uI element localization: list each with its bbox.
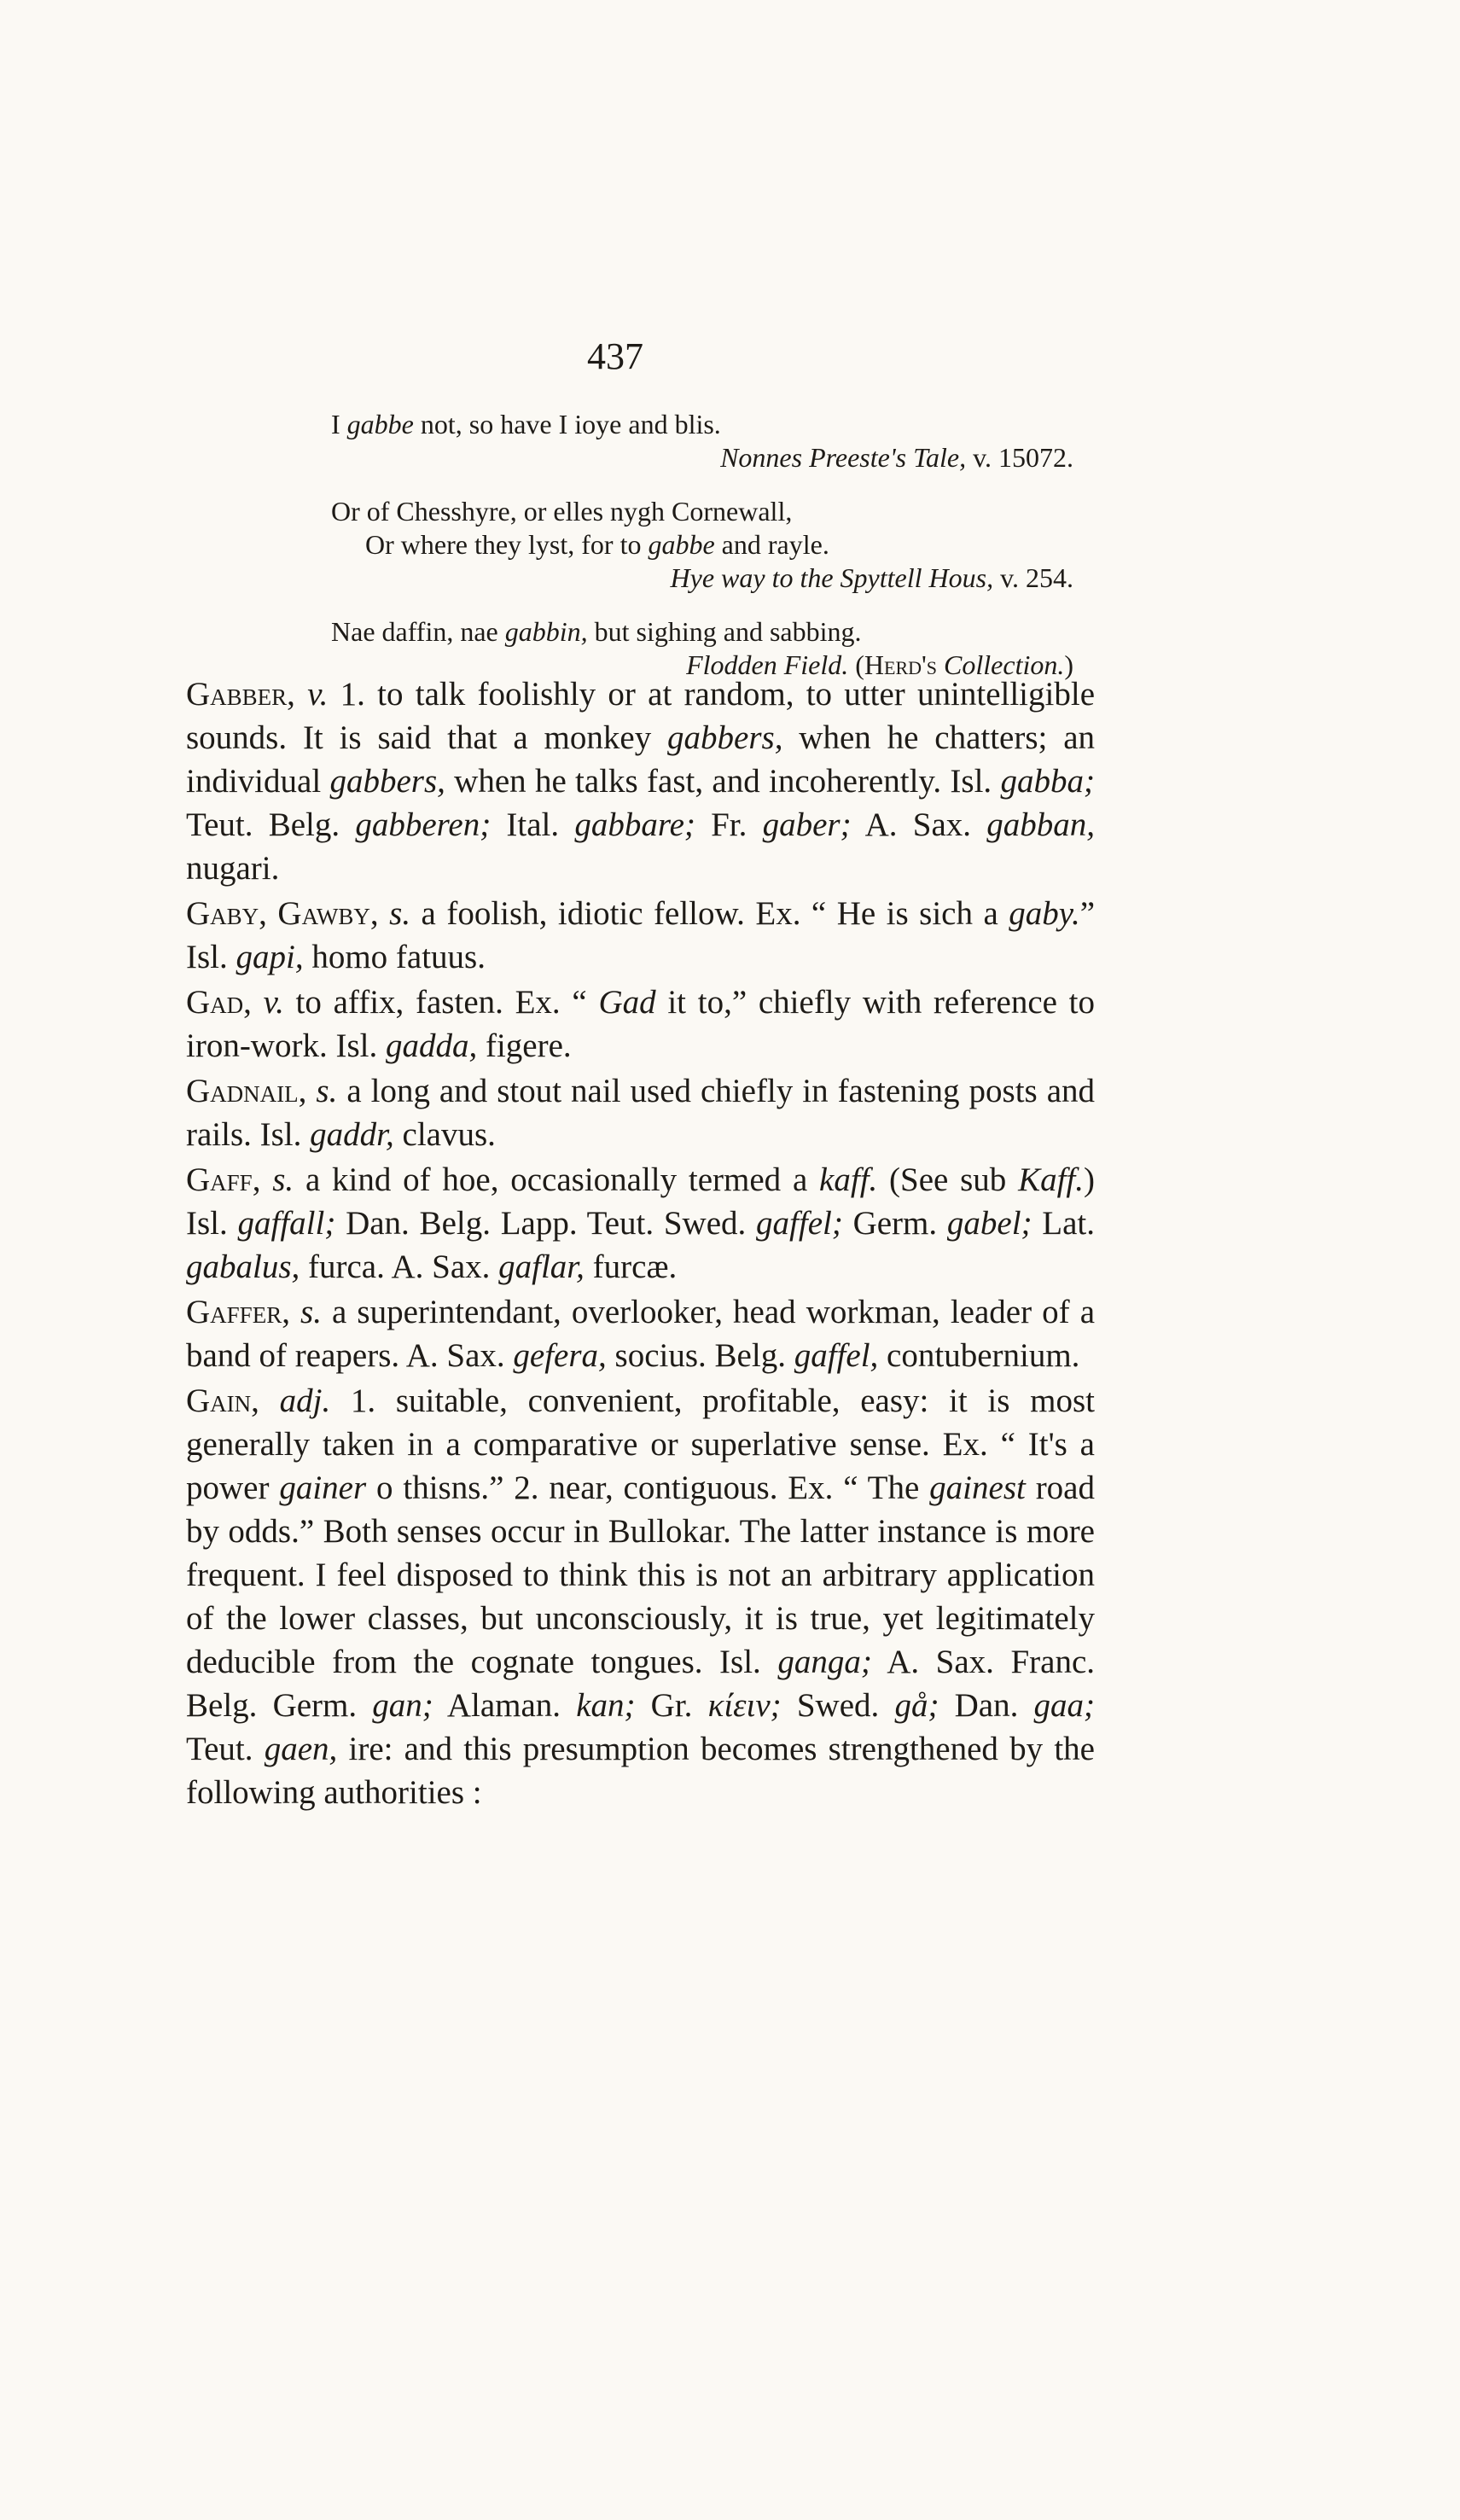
dictionary-entry [186, 1069, 1095, 1156]
entry-text: gaffel, [794, 1337, 879, 1374]
entry-text: gabel; [946, 1205, 1032, 1242]
entry-text: a kind of hoe, occasionally termed a [294, 1161, 820, 1198]
entry-text: gaen, [264, 1731, 338, 1767]
entry-text: figere. [477, 1027, 572, 1064]
entry-text: s. [389, 895, 411, 932]
quotation-citation [331, 562, 1073, 595]
entry-text: gabberen; [355, 806, 492, 843]
dictionary-entries [186, 672, 1095, 1816]
entry-text: gaa; [1033, 1687, 1095, 1724]
entry-text: to affix, fasten. Ex. “ [283, 984, 599, 1021]
entry-text: kan; [576, 1687, 636, 1724]
entry-text: (See sub [877, 1161, 1019, 1198]
entry-text: Gad [598, 984, 656, 1021]
citation-text: Hye way to the Spyttell Hous, [670, 562, 994, 593]
quotation-text: gabbe [648, 529, 715, 560]
entry-headword: Gaby, Gawby, [186, 895, 379, 932]
entry-text: gabba; [1000, 763, 1095, 800]
entry-text: Dan. Belg. Lapp. Teut. Swed. [335, 1205, 757, 1242]
quotation-text: and rayle. [714, 529, 829, 560]
entry-headword: Gad, [186, 984, 252, 1021]
entry-text [290, 1294, 300, 1330]
dictionary-entry [186, 672, 1095, 890]
entry-text: κίειν; [707, 1687, 782, 1724]
page-number: 437 [587, 335, 643, 377]
entry-text [259, 1382, 280, 1419]
entry-text: furca. A. Sax. [300, 1248, 499, 1285]
quotation-text: gabbin, [504, 616, 588, 647]
citation-text: v. 15072. [966, 442, 1073, 473]
entry-text [260, 1161, 272, 1198]
entry-text: gaflar, [498, 1248, 585, 1285]
quotation-text: Or of Chesshyre, or elles nygh Cornewall, [331, 496, 793, 527]
entry-text: ) Isl. [186, 1161, 1096, 1242]
entry-text: ire: and this presumption becomes strengthened by the following authorities : [186, 1731, 1095, 1811]
entry-headword: Gadnail, [186, 1073, 307, 1109]
entry-text: road by odds.” Both senses occur in Bullokar. The latter instance is more frequent. I feel disposed to think this is not an arbitrary application of the lower classes, but unconsciously, it is true, yet legitimately deducible from the cognate tongues. Isl. [186, 1470, 1095, 1680]
quotation-text: not, so have I ioye and blis. [413, 409, 721, 439]
entry-text: it to,” chiefly with reference to iron-work. Isl. [186, 984, 1096, 1064]
quotation-line [331, 495, 1073, 528]
citation-text: v. 254. [993, 562, 1073, 593]
entry-text: ganga; [777, 1644, 872, 1680]
entry-text: when he talks fast, and incoherently. Isl. [445, 763, 1001, 800]
entry-text: Swed. [781, 1687, 895, 1724]
entry-text: gabban, [986, 806, 1095, 843]
entry-text: Dan. [939, 1687, 1034, 1724]
entry-text: gaffall; [237, 1205, 336, 1242]
entry-text: gainest [929, 1470, 1026, 1506]
entry-text: a foolish, idiotic fellow. Ex. “ He is sich a [410, 895, 1009, 932]
entry-text: contubernium. [878, 1337, 1080, 1374]
entry-text: A. Sax. [851, 806, 987, 843]
entry-text: when he chatters; an individual [186, 719, 1095, 800]
entry-text: s. [316, 1073, 338, 1109]
citation-text: Nonnes Preeste's Tale, [720, 442, 967, 473]
entry-text: nugari. [186, 850, 280, 887]
entry-headword: Gaffer, [186, 1294, 290, 1330]
entry-text: o thisns.” 2. near, contiguous. Ex. “ The [366, 1470, 930, 1506]
entry-text: gabalus, [186, 1248, 300, 1285]
entry-text: Kaff. [1018, 1161, 1085, 1198]
citation-text: Flodden Field. [686, 649, 849, 680]
quotation-citation [331, 441, 1073, 474]
entry-text [252, 984, 264, 1021]
entry-text: Fr. [695, 806, 763, 843]
entry-text: furcæ. [584, 1248, 678, 1285]
entry-text: kaff. [819, 1161, 878, 1198]
quotations-block [331, 408, 1073, 702]
quotation [331, 495, 1073, 595]
entry-text: gabbers, [329, 763, 445, 800]
dictionary-entry [186, 1158, 1095, 1289]
entry-text: Germ. [842, 1205, 947, 1242]
citation-text: Collection. [937, 649, 1065, 680]
entry-text: gapi, [236, 939, 304, 975]
entry-text: gaffel; [756, 1205, 843, 1242]
dictionary-entry [186, 981, 1095, 1068]
quotation-text: gabbe [346, 409, 414, 439]
citation-text: Herd's [864, 649, 938, 680]
quotation-line [331, 408, 1073, 441]
entry-text: 1. suitable, convenient, profitable, easy: it is most generally taken in a comparative or superlative sense. Ex. “ It's a power [186, 1382, 1095, 1506]
entry-text: gaddr, [310, 1116, 394, 1153]
entry-headword: Gaff, [186, 1161, 261, 1198]
entry-text: gaber; [762, 806, 852, 843]
quotation-line [331, 615, 1073, 649]
dictionary-entry [186, 1290, 1095, 1377]
entry-text: ” Isl. [186, 895, 1096, 975]
entry-text: a long and stout nail used chiefly in fastening posts and rails. Isl. [186, 1073, 1095, 1153]
entry-text: gabbers, [667, 719, 783, 756]
quotation-text: Or where they lyst, for to [365, 529, 649, 560]
entry-text: gå; [894, 1687, 939, 1724]
entry-headword: Gabber, [186, 676, 295, 713]
entry-text: s. [300, 1294, 322, 1330]
quotation-line [331, 528, 1073, 562]
citation-text: ( [848, 649, 864, 680]
quotation-text: but sighing and sabbing. [587, 616, 862, 647]
entry-text: gabbare; [574, 806, 695, 843]
entry-text: v. [263, 984, 284, 1021]
entry-text: Gr. [635, 1687, 708, 1724]
entry-text: Teut. Belg. [186, 806, 356, 843]
entry-text: Ital. [491, 806, 575, 843]
quotation [331, 408, 1073, 474]
entry-text: gainer [279, 1470, 367, 1506]
entry-text: gan; [372, 1687, 433, 1724]
citation-text: ) [1064, 649, 1073, 680]
entry-text [295, 676, 307, 713]
entry-text: gadda, [385, 1027, 478, 1064]
dictionary-entry [186, 1379, 1095, 1814]
entry-text: A. Sax. Franc. Belg. Germ. [186, 1644, 1095, 1724]
entry-text: v. [307, 676, 329, 713]
entry-text: clavus. [393, 1116, 496, 1153]
quotation-text: Nae daffin, nae [331, 616, 505, 647]
entry-text: Teut. [186, 1731, 265, 1767]
entry-text: adj. [279, 1382, 331, 1419]
entry-text: s. [272, 1161, 294, 1198]
entry-headword: Gain, [186, 1382, 259, 1419]
entry-text: socius. Belg. [606, 1337, 794, 1374]
entry-text: Lat. [1032, 1205, 1095, 1242]
entry-text: gaby. [1009, 895, 1080, 932]
entry-text: Alaman. [433, 1687, 577, 1724]
entry-text: 1. to talk foolishly or at random, to utter unintelligible sounds. It is said that a monkey [186, 676, 1095, 756]
quotation-text: I [331, 409, 347, 439]
entry-text [379, 895, 389, 932]
entry-text: homo fatuus. [303, 939, 486, 975]
entry-text: gefera, [513, 1337, 607, 1374]
entry-text: a superintendant, overlooker, head workman, leader of a band of reapers. A. Sax. [186, 1294, 1096, 1374]
dictionary-entry [186, 892, 1095, 979]
entry-text [306, 1073, 316, 1109]
